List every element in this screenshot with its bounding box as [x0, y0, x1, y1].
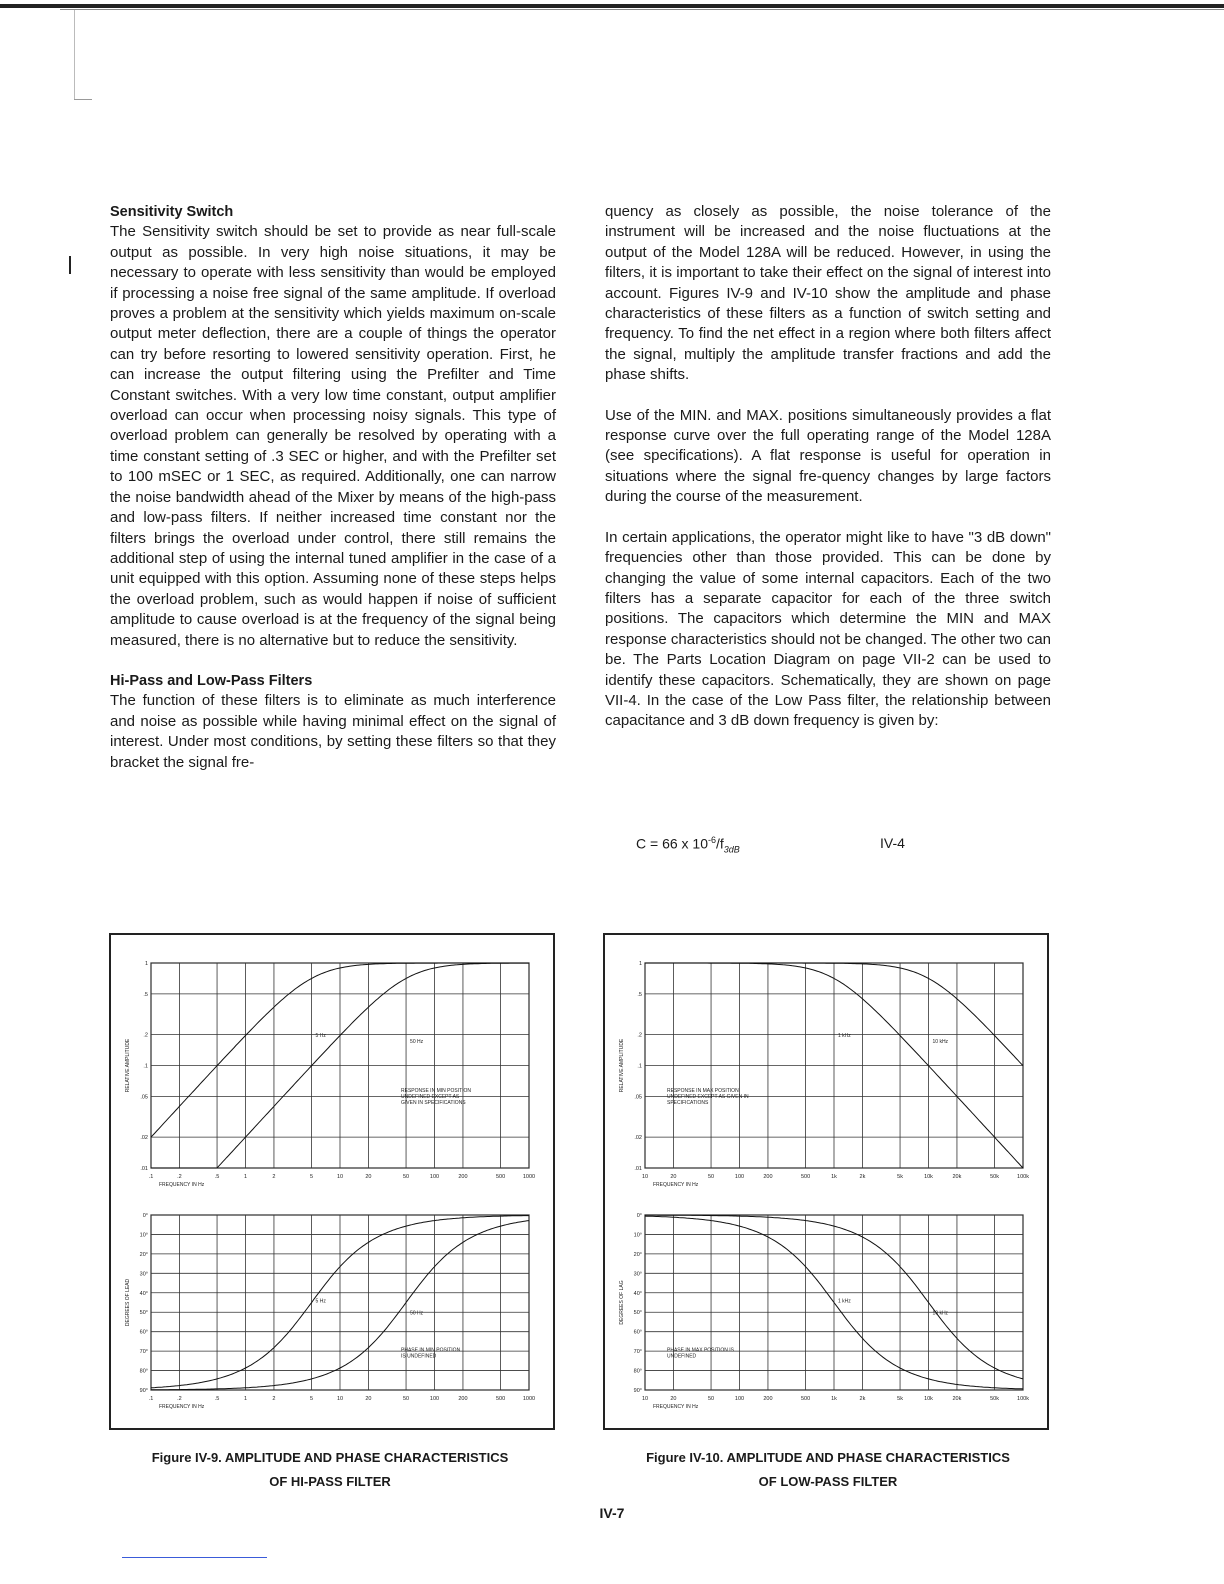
- equation-lhs: C = 66 x 10: [636, 835, 708, 852]
- figure-iv10-caption: [598, 1446, 1058, 1494]
- curve-label: 1 kHz: [838, 1298, 851, 1305]
- y-tick-label: .02: [140, 1135, 148, 1142]
- x-tick-label: 100k: [1017, 1396, 1029, 1402]
- y-tick-label: .05: [140, 1094, 148, 1101]
- y-tick-label: 20°: [139, 1251, 148, 1258]
- x-tick-label: 50: [707, 1174, 715, 1180]
- y-tick-label: 60°: [633, 1329, 642, 1336]
- margin-bar: [69, 256, 71, 274]
- graph-note-line: GIVEN IN SPECIFICATIONS: [401, 1100, 466, 1107]
- right-column: [605, 202, 1051, 732]
- top-rule: [0, 4, 1224, 8]
- filters-continued-paragraph: quency as closely as possible, the noise tolerance of the instrument will be increased and the noise fluctuations at the output of the Model 128A will be reduced. However, in using the filters, it is important to take their effect on the signal of interest into account. Figures IV-9 and IV-10 show the amplitude and phase characteristics of these filters as a function of switch setting and frequency. To find the net effect in a region where both filters affect the signal, multiply the amplitude transfer fractions and add the phase shifts.: [605, 203, 1051, 384]
- figure-iv9-caption: [100, 1446, 560, 1494]
- y-axis-label: DEGREES OF LAG: [619, 1280, 625, 1325]
- corner-mark: [74, 10, 75, 100]
- x-tick-label: 50k: [990, 1174, 999, 1180]
- figure-iv10-caption-line2: OF LOW-PASS FILTER: [758, 1474, 898, 1489]
- y-tick-label: .1: [143, 1063, 148, 1070]
- x-tick-label: 50k: [990, 1396, 999, 1402]
- left-column: [110, 202, 556, 773]
- graph-note-line: PHASE IN MIN POSITION: [401, 1347, 461, 1354]
- x-tick-label: 20: [670, 1396, 677, 1402]
- x-tick-label: 1k: [831, 1396, 837, 1402]
- graph-note-line: UNDEFINED: [667, 1353, 697, 1360]
- x-tick-label: 100k: [1017, 1174, 1029, 1180]
- x-tick-label: 500: [800, 1396, 811, 1402]
- y-axis-label: RELATIVE AMPLITUDE: [619, 1038, 625, 1093]
- sensitivity-switch-heading: Sensitivity Switch: [110, 204, 234, 220]
- filters-heading: Hi-Pass and Low-Pass Filters: [110, 672, 313, 689]
- y-tick-label: 40°: [139, 1290, 148, 1297]
- x-tick-label: .1: [148, 1396, 154, 1402]
- x-tick-label: 50: [402, 1174, 410, 1180]
- x-tick-label: .1: [148, 1174, 154, 1180]
- y-axis-label: DEGREES OF LEAD: [125, 1278, 131, 1327]
- min-max-paragraph: Use of the MIN. and MAX. positions simultaneously provides a flat response curve over the full operating range of the Model 128A (see specifications). A flat response is useful for operation in situations where the signal fre-quency changes by large factors during the course of the measurement.: [605, 406, 1051, 506]
- x-tick-label: 200: [763, 1396, 773, 1402]
- y-tick-label: 80°: [633, 1368, 642, 1375]
- x-tick-label: 10: [641, 1174, 649, 1180]
- x-tick-label: 100: [734, 1396, 745, 1402]
- y-tick-label: .01: [634, 1166, 642, 1172]
- x-tick-label: 50: [402, 1396, 410, 1402]
- figure-iv10-caption-line1: Figure IV-10. AMPLITUDE AND PHASE CHARACTERISTICS: [646, 1450, 1010, 1465]
- y-tick-label: .2: [143, 1032, 148, 1039]
- y-tick-label: 50°: [139, 1310, 148, 1317]
- x-tick-label: 200: [763, 1174, 773, 1180]
- x-tick-label: 10: [641, 1396, 649, 1402]
- graph-note-line: IS UNDEFINED: [401, 1353, 437, 1360]
- x-tick-label: 500: [495, 1174, 506, 1180]
- y-tick-label: .2: [637, 1032, 642, 1039]
- y-tick-label: 90°: [633, 1388, 642, 1394]
- x-axis-label: FREQUENCY IN Hz: [159, 1182, 205, 1188]
- x-tick-label: 2: [272, 1174, 276, 1180]
- y-tick-label: 10°: [139, 1232, 148, 1239]
- figure-iv9-graphs: [111, 935, 553, 1428]
- x-axis-label: FREQUENCY IN Hz: [653, 1182, 699, 1188]
- figure-iv9-caption-line1: Figure IV-9. AMPLITUDE AND PHASE CHARACTERISTICS: [151, 1450, 509, 1465]
- graph-note-line: UNDEFINED EXCEPT AS GIVEN IN: [667, 1094, 749, 1101]
- curve-label: 50 Hz: [410, 1310, 424, 1317]
- x-tick-label: 20: [365, 1174, 372, 1180]
- x-tick-label: 20k: [952, 1174, 962, 1180]
- figure-iv9-box: [109, 933, 555, 1430]
- x-tick-label: 10k: [924, 1396, 933, 1402]
- y-tick-label: .1: [637, 1063, 642, 1070]
- x-tick-label: .2: [177, 1396, 182, 1402]
- x-tick-label: 5: [310, 1396, 314, 1402]
- equation-number: IV-4: [880, 835, 905, 851]
- y-tick-label: .01: [140, 1166, 148, 1172]
- y-tick-label: 30°: [139, 1271, 148, 1278]
- y-tick-label: 0°: [636, 1213, 642, 1219]
- x-axis-label: FREQUENCY IN Hz: [653, 1404, 699, 1410]
- y-tick-label: 40°: [633, 1290, 642, 1297]
- y-tick-label: .02: [634, 1135, 642, 1142]
- x-tick-label: 50: [707, 1396, 715, 1402]
- graph-note-line: PHASE IN MAX POSITION IS: [667, 1347, 734, 1354]
- x-tick-label: 5: [310, 1174, 314, 1180]
- x-tick-label: 100: [734, 1174, 745, 1180]
- curve-label: 50 Hz: [410, 1038, 424, 1045]
- graph-note-line: UNDEFINED EXCEPT AS: [401, 1094, 460, 1101]
- equation-exponent: -6: [708, 835, 717, 845]
- graph-note-line: SPECIFICATIONS: [667, 1100, 709, 1107]
- x-tick-label: 5k: [897, 1396, 903, 1402]
- figure-iv10-graphs: [605, 935, 1047, 1428]
- x-tick-label: 10: [336, 1396, 344, 1402]
- y-tick-label: 1: [638, 961, 642, 967]
- y-tick-label: .05: [634, 1094, 642, 1101]
- x-tick-label: 2k: [859, 1174, 866, 1180]
- x-tick-label: 100: [429, 1396, 440, 1402]
- x-tick-label: .5: [214, 1174, 220, 1180]
- page-number: IV-7: [599, 1505, 625, 1521]
- x-tick-label: 5k: [897, 1174, 903, 1180]
- x-tick-label: .5: [214, 1396, 220, 1402]
- y-axis-label: RELATIVE AMPLITUDE: [125, 1038, 131, 1093]
- x-tick-label: 200: [458, 1396, 468, 1402]
- x-tick-label: 10: [336, 1174, 344, 1180]
- curve-label: 5 Hz: [315, 1032, 326, 1039]
- figure-iv9-caption-line2: OF HI-PASS FILTER: [269, 1474, 391, 1489]
- bottom-link-line: [122, 1557, 267, 1558]
- curve-label: 1 kHz: [838, 1032, 851, 1039]
- curve-label: 10 kHz: [932, 1310, 949, 1317]
- y-tick-label: .5: [143, 991, 148, 998]
- equation-iv4: [636, 835, 740, 854]
- x-tick-label: 20: [365, 1396, 372, 1402]
- x-tick-label: 1000: [522, 1396, 536, 1402]
- x-tick-label: 1: [243, 1396, 248, 1402]
- y-tick-label: .5: [637, 991, 642, 998]
- equation-subscript: 3dB: [723, 844, 740, 855]
- y-tick-label: 1: [144, 961, 148, 967]
- filters-paragraph: The function of these filters is to eliminate as much interference and noise as possible while having minimal effect on the signal of interest. Under most conditions, by setting these filters so that they bracket the signal fre-: [110, 692, 556, 771]
- y-tick-label: 20°: [633, 1251, 642, 1258]
- x-tick-label: .2: [177, 1174, 182, 1180]
- x-tick-label: 200: [458, 1174, 468, 1180]
- x-tick-label: 1000: [522, 1174, 536, 1180]
- graph-note-line: RESPONSE IN MAX POSITION: [667, 1088, 739, 1095]
- x-tick-label: 2k: [859, 1396, 866, 1402]
- capacitor-paragraph: In certain applications, the operator might like to have "3 dB down" frequencies other than those provided. This can be done by changing the value of some internal capacitors. Each of the two filters has a separate capacitor for each of the three switch positions. The capacitors which determine the MIN and MAX response characteristics should not be changed. The other two can be. The Parts Location Diagram on page VII-2 can be used to identify these capacitors. Schematically, they are shown on page VII-4. In the case of the Low Pass filter, the relationship between capacitance and 3 dB down frequency is given by:: [605, 528, 1051, 730]
- curve-label: 10 kHz: [932, 1038, 949, 1045]
- x-tick-label: 500: [800, 1174, 811, 1180]
- x-tick-label: 1: [243, 1174, 248, 1180]
- x-tick-label: 100: [429, 1174, 440, 1180]
- x-tick-label: 500: [495, 1396, 506, 1402]
- y-tick-label: 30°: [633, 1271, 642, 1278]
- equation-slash: /f: [716, 835, 724, 852]
- x-tick-label: 1k: [831, 1174, 837, 1180]
- y-tick-label: 60°: [139, 1329, 148, 1336]
- sensitivity-paragraph: The Sensitivity switch should be set to provide as near full-scale output as possible. In very high noise situations, it may be necessary to operate with less sensitivity than would be employed if processing a noise free signal of the same amplitude. If overload proves a problem at the sensitivity which yields maximum on-scale output meter deflection, there are a couple of things the operator can try before resorting to lowered sensitivity operation. First, he can increase the output filtering using the Prefilter and Time Constant switches. With a very low time constant, output amplifier overload can occur when processing noisy signals. This type of overload problem can generally be resolved by operating with a time constant setting of .3 SEC or higher, and with the Prefilter set to 100 mSEC or 1 SEC, as required. Additionally, one can narrow the noise bandwidth ahead of the Mixer by means of the high-pass and low-pass filters. If neither increased time constant nor the filters brings the overload under control, there still remains the additional step of using the internal tuned amplifier in the case of a unit equipped with this option. Assuming none of these steps helps the overload problem, such as would happen if noise of sufficient amplitude to cause overload is at the frequency of the signal being measured, there is no alternative but to reduce the sensitivity.: [110, 223, 556, 649]
- top-rule-thin: [60, 9, 1224, 10]
- y-tick-label: 90°: [139, 1388, 148, 1394]
- x-tick-label: 20: [670, 1174, 677, 1180]
- graph-note-line: RESPONSE IN MIN POSITION: [401, 1088, 472, 1095]
- x-tick-label: 20k: [952, 1396, 962, 1402]
- curve-label: 5 Hz: [315, 1298, 326, 1305]
- y-tick-label: 70°: [139, 1349, 148, 1356]
- corner-mark-foot: [74, 99, 92, 100]
- x-tick-label: 10k: [924, 1174, 933, 1180]
- x-tick-label: 2: [272, 1396, 276, 1402]
- y-tick-label: 70°: [633, 1349, 642, 1356]
- y-tick-label: 80°: [139, 1368, 148, 1375]
- y-tick-label: 10°: [633, 1232, 642, 1239]
- y-tick-label: 0°: [142, 1213, 148, 1219]
- x-axis-label: FREQUENCY IN Hz: [159, 1404, 205, 1410]
- y-tick-label: 50°: [633, 1310, 642, 1317]
- figure-iv10-box: [603, 933, 1049, 1430]
